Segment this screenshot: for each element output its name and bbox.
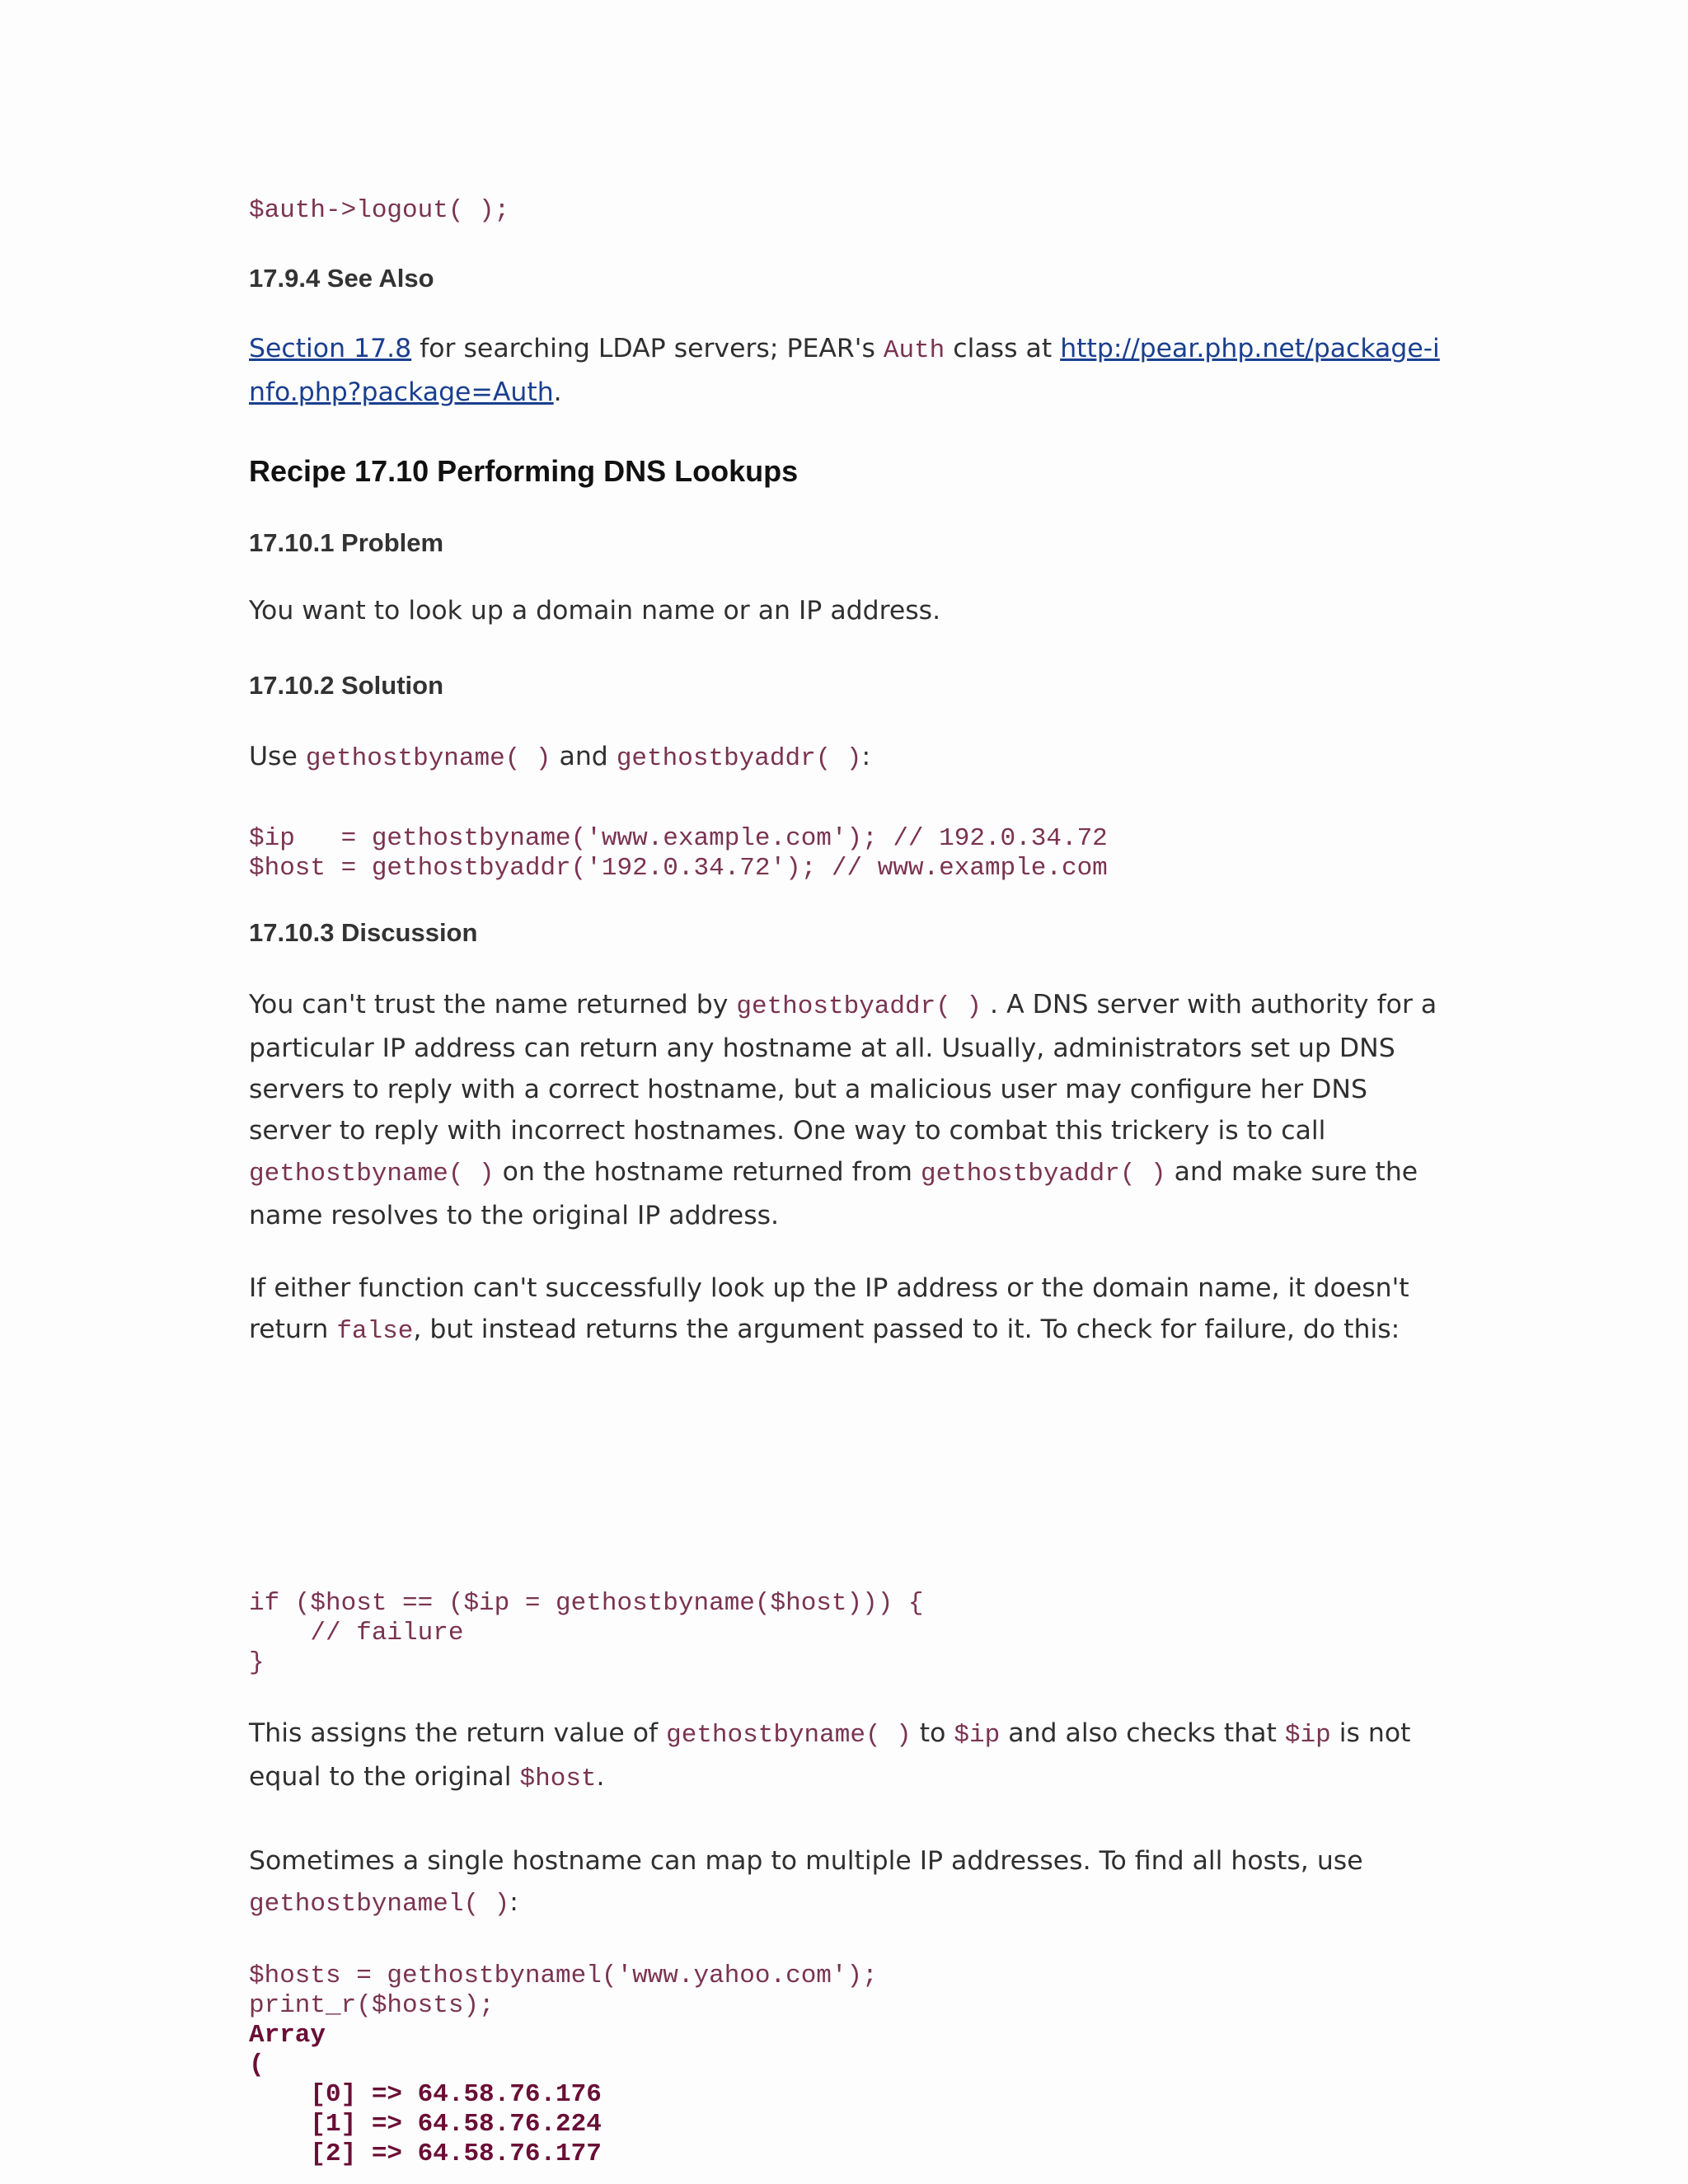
- discussion-paragraph-2: [249, 1268, 1452, 1352]
- text: Sometimes a single hostname can map to multiple IP addresses. To find all hosts, use: [249, 1846, 1363, 1876]
- output-line: Array: [249, 2021, 326, 2050]
- code-line: $ip = gethostbyname('www.example.com'); // 192.0.34.72: [249, 824, 1108, 853]
- inline-code: gethostbyname( ): [305, 744, 551, 773]
- inline-code: gethostbyname( ): [666, 1721, 912, 1750]
- section-heading: 17.10.3 Discussion: [249, 918, 478, 947]
- section-link[interactable]: Section 17.8: [249, 334, 412, 363]
- inline-code: Auth: [883, 336, 945, 365]
- text: class at: [945, 334, 1061, 363]
- text: .: [596, 1762, 605, 1792]
- section-heading: 17.9.4 See Also: [249, 264, 434, 293]
- recipe-title-block: [249, 454, 1452, 489]
- code-line: }: [249, 1648, 265, 1677]
- problem-heading-block: [249, 528, 1452, 558]
- text: for searching LDAP servers; PEAR's: [411, 334, 884, 363]
- output-line: (: [249, 2050, 265, 2079]
- inline-code: false: [336, 1317, 414, 1346]
- code-line: print_r($hosts);: [249, 1991, 495, 2020]
- discussion-paragraph-4: [249, 1840, 1452, 1925]
- problem-paragraph: [249, 590, 1452, 631]
- failure-code-block: [249, 1589, 1452, 1678]
- code-line: if ($host == ($ip = gethostbyname($host))) {: [249, 1589, 924, 1618]
- code-line: // failure: [249, 1619, 464, 1647]
- inline-code: gethostbyaddr( ): [616, 744, 862, 773]
- see-also-paragraph: [249, 328, 1452, 413]
- see-also-heading: [249, 264, 1452, 293]
- discussion-heading-block: [249, 918, 1452, 948]
- text: on the hostname returned from: [494, 1157, 921, 1187]
- text: and make sure the name resolves to the original IP address.: [249, 1157, 1418, 1230]
- discussion-paragraph-3: [249, 1713, 1452, 1800]
- text: and: [551, 742, 617, 771]
- problem-text: You want to look up a domain name or an IP address.: [249, 596, 941, 626]
- output-line: [2] => 64.58.76.177: [249, 2139, 602, 2168]
- section-heading: 17.10.2 Solution: [249, 671, 444, 700]
- text: This assigns the return value of: [249, 1718, 667, 1748]
- text: to: [911, 1718, 954, 1748]
- code-line: $hosts = gethostbynamel('www.yahoo.com');: [249, 1961, 878, 1990]
- text: and also checks that: [1000, 1718, 1285, 1748]
- text: :: [861, 742, 871, 771]
- text: is not equal to the original: [249, 1718, 1411, 1792]
- solution-heading-block: [249, 671, 1452, 701]
- text: If either function can't successfully look up the IP address or the domain name, it doesn't return: [249, 1273, 1409, 1344]
- solution-paragraph: [249, 736, 1452, 780]
- inline-code: $host: [519, 1765, 597, 1793]
- text: , but instead returns the argument passed to it. To check for failure, do this:: [413, 1315, 1400, 1344]
- text: .: [553, 377, 562, 407]
- inline-code: gethostbyname( ): [249, 1160, 495, 1188]
- inline-code: $ip: [1284, 1721, 1331, 1750]
- output-line: [1] => 64.58.76.224: [249, 2110, 602, 2139]
- discussion-paragraph-1: [249, 984, 1452, 1236]
- code-line: $host = gethostbyaddr('192.0.34.72'); // www.example.com: [249, 854, 1108, 883]
- top-code-block: [249, 196, 1452, 226]
- output-line: [0] => 64.58.76.176: [249, 2080, 602, 2109]
- inline-code: $ip: [954, 1721, 1001, 1750]
- text: You can't trust the name returned by: [249, 990, 737, 1019]
- hosts-code-block: [249, 1961, 1452, 2169]
- inline-code: gethostbyaddr( ): [921, 1160, 1166, 1188]
- solution-code-block: [249, 824, 1452, 883]
- recipe-title: Recipe 17.10 Performing DNS Lookups: [249, 454, 799, 488]
- inline-code: gethostbynamel( ): [249, 1890, 510, 1919]
- text: . A DNS server with authority for a particular IP address can return any hostname at all. Usually, administrators set up DNS servers to reply with a correct hostname, but a malicious user may configure her DNS server to reply with incorrect hostnames. One way to combat this trickery is to call: [249, 990, 1437, 1146]
- text: Use: [249, 742, 306, 771]
- text: :: [509, 1887, 518, 1917]
- section-heading: 17.10.1 Problem: [249, 528, 444, 557]
- code-line: $auth->logout( );: [249, 196, 510, 225]
- inline-code: gethostbyaddr( ): [736, 992, 982, 1021]
- pear-url-link[interactable]: http://pear.php.net/package-info.php?package=Auth: [249, 334, 1440, 407]
